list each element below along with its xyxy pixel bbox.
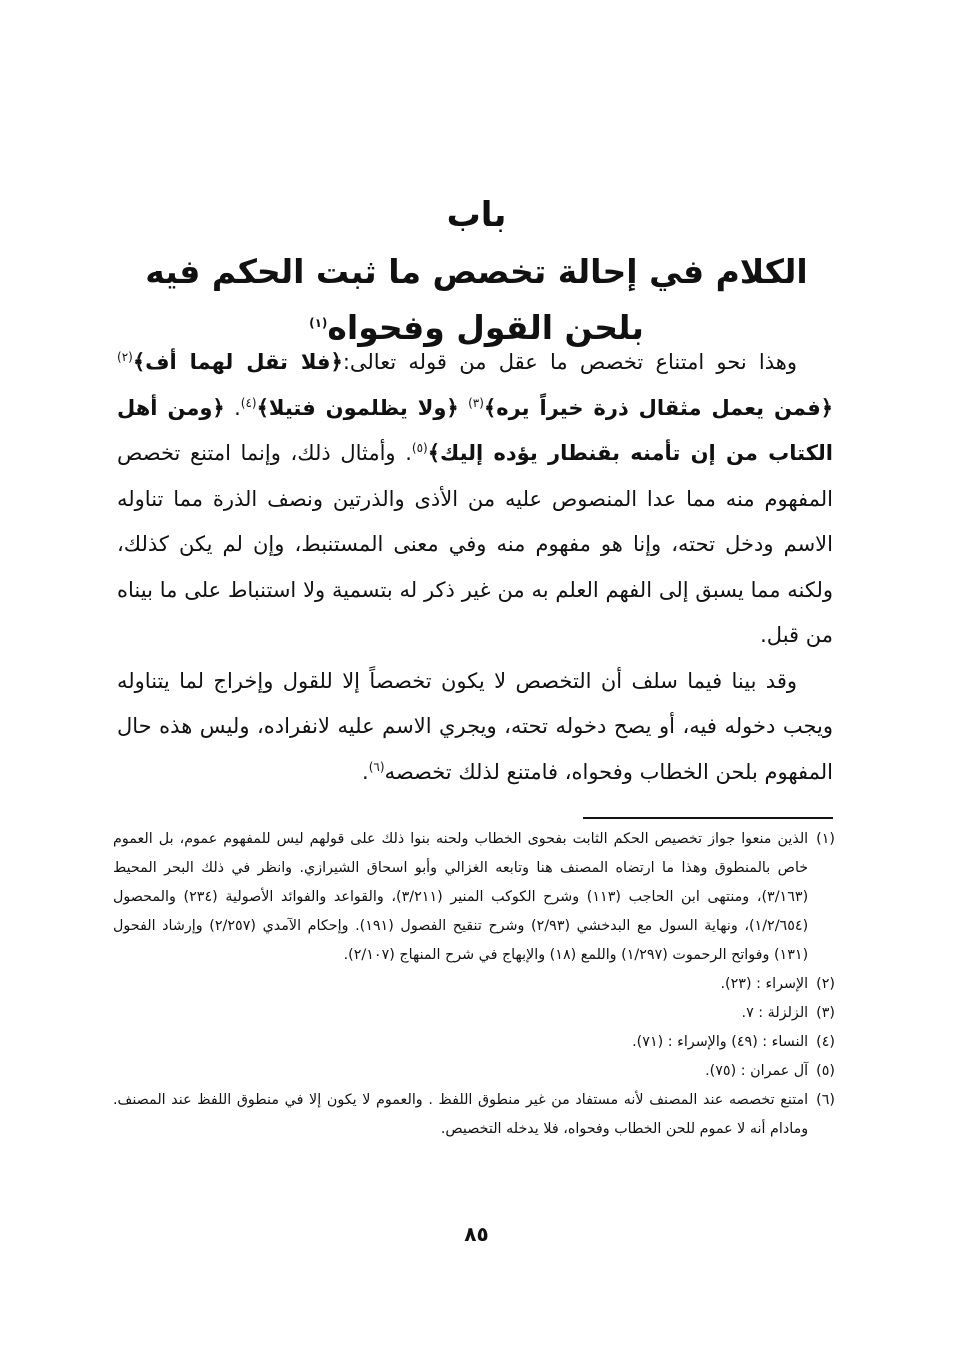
footnote-separator (583, 817, 833, 819)
footnote-ref-4: (٤) (240, 395, 257, 410)
paragraph-1-text-e: . وأمثال ذلك، وإنما امتنع تخصص المفهوم منه مما عدا المنصوص عليه من الأذى والذرتين ونصف الذرة مما تناوله الاسم ودخل تحته، وإنا هو مفهوم منه وفي معنى المستنبط، وإن لم يكن كذلك، ولكنه مما يسبق إلى الفهم العلم به من غير ذكر له بتسمية ولا استنباط على ما بيناه من قبل. (117, 441, 833, 647)
footnote-number: (٣) (816, 1005, 835, 1021)
footnote-text: الإسراء : (٢٣). (720, 976, 809, 992)
paragraph-2 (117, 659, 833, 796)
paragraph-1-text-a: وهذا نحو امتناع تخصص ما عقل من قوله تعالى: (342, 350, 797, 374)
footnote-6 (113, 1086, 835, 1144)
paragraph-1-text-c (459, 396, 468, 420)
footnote-ref-1: (١) (309, 316, 328, 330)
footnote-number: (٤) (816, 1034, 835, 1050)
chapter-title-line-1: الكلام في إحالة تخصص ما ثبت الحكم فيه (145, 252, 808, 291)
footnote-number: (١) (816, 831, 835, 847)
footnote-1 (113, 825, 835, 970)
footnote-ref-2: (٢) (117, 350, 133, 364)
footnote-text: آل عمران : (٧٥). (705, 1063, 809, 1079)
page-number: ٨٥ (464, 1222, 489, 1246)
chapter-title-line-2-text: بلحن القول وفحواه (327, 308, 644, 347)
quran-quote-1: ﴿فلا تقل لهما أف﴾ (132, 350, 343, 374)
footnote-ref-5: (٥) (411, 441, 428, 455)
footnote-text: الزلزلة : ٧. (741, 1005, 809, 1021)
paragraph-2-text: وقد بينا فيما سلف أن التخصص لا يكون تخصصاً إلا للقول وإخراج لما يتناوله ويجب دخوله فيه، أو يصح دخوله تحته، ويجري الاسم عليه لانفراده، وليس هذه حال المفهوم بلحن الخطاب وفحواه، فامتنع لذلك تخصصه (117, 668, 833, 784)
footnote-4 (113, 1028, 835, 1057)
footnote-number: (٥) (816, 1063, 835, 1079)
footnote-text: امتنع تخصصه عند المصنف لأنه مستفاد من غير منطوق اللفظ . والعموم لا يكون إلا في منطوق اللفظ عند المصنف. ومادام أنه لا عموم للحن الخطاب وفحواه، فلا يدخله التخصيص. (113, 1092, 809, 1137)
footnote-ref-6: (٦) (368, 759, 385, 774)
footnote-ref-3: (٣) (468, 395, 484, 410)
quran-quote-4: ﴿ومن أهل الكتاب من إن تأمنه بقنطار يؤده إليك﴾ (117, 395, 833, 465)
paragraph-1-text-d: . (224, 395, 241, 420)
paragraph-2-end: . (362, 759, 369, 784)
footnote-2 (113, 970, 835, 999)
footnote-number: (٦) (816, 1092, 835, 1108)
footnote-number: (٢) (816, 976, 835, 992)
footnote-5 (113, 1057, 835, 1086)
footnote-text: الذين منعوا جواز تخصيص الحكم الثابت بفحوى الخطاب ولحنه بنوا ذلك على قولهم ليس للمفهوم عموم، بل العموم خاص بالمنطوق وهذا ما ارتضاه المصنف هنا وتابعه الغزالي وأبو اسحاق الشيرازي. وانظر في ذلك البحر المحيط (٣/١٦٣)، ومنتهى ابن الحاجب (١١٣) وشرح الكوكب المنير (٣/٢١١)، والقواعد والفوائد الأصولية (٢٣٤) والمحصول (١/٢/٦٥٤)، ونهاية السول مع البدخشي (٢/٩٣) وشرح تنقيح الفصول (١٩١). وإحكام الآمدي (٢/٢٥٧) وإرشاد الفحول (١٣١) وفواتح الرحموت (١/٢٩٧) واللمع (١٨) والإبهاج في شرح المنهاج (٢/١٠٧). (113, 831, 809, 963)
paragraph-1 (117, 340, 833, 659)
quran-quote-3: ﴿ولا يظلمون فتيلا﴾ (256, 395, 459, 420)
footnotes (113, 825, 835, 1144)
chapter-label: باب (446, 195, 507, 235)
footnote-text: النساء : (٤٩) والإسراء : (٧١). (632, 1034, 809, 1050)
main-text (117, 340, 833, 795)
footnote-3 (113, 999, 835, 1028)
quran-quote-2: ﴿فمن يعمل مثقال ذرة خيراً يره﴾ (483, 395, 833, 420)
